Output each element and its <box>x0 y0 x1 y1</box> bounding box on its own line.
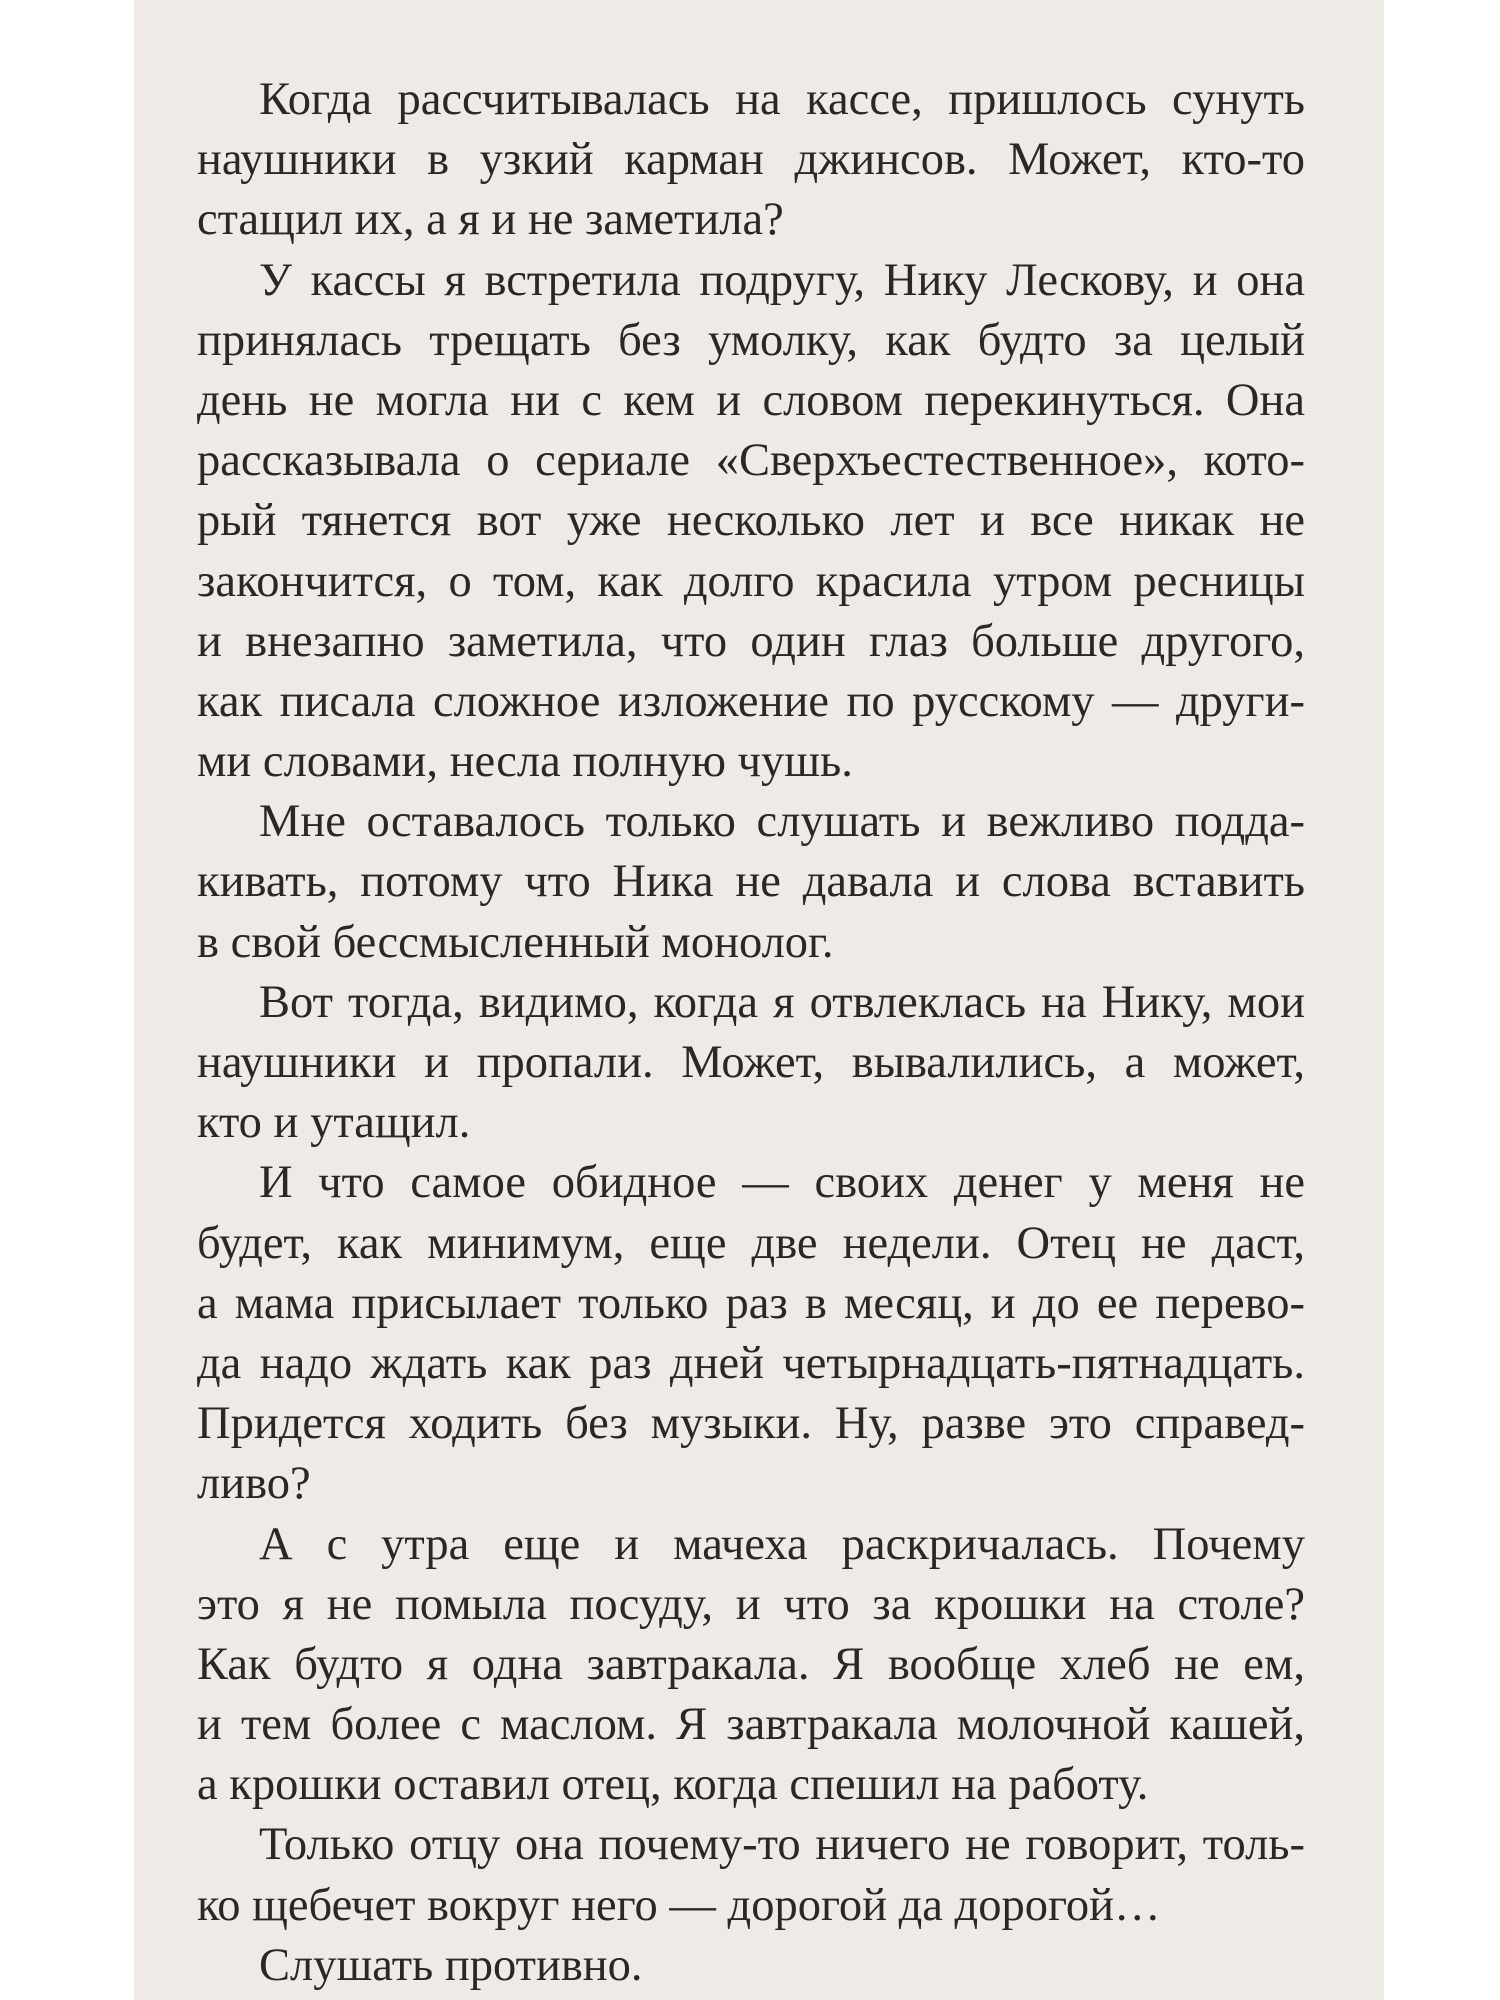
text-line: ми словами, несла полную чушь. <box>197 736 853 788</box>
text-line: это я не помыла посуду, и что за крошки на столе? <box>197 1578 1305 1630</box>
text-line: Вот тогда, видимо, когда я отвлеклась на Нику, мои <box>259 976 1305 1028</box>
text-line: стащил их, а я и не заметила? <box>197 194 784 246</box>
text-line: И что самое обидное — своих денег у меня не <box>259 1157 1305 1209</box>
body-text <box>197 70 1305 1996</box>
text-line: Когда рассчитывалась на кассе, пришлось сунуть <box>259 74 1305 125</box>
text-line: Только отцу она почему-то ничего не говорит, толь- <box>259 1819 1305 1871</box>
text-line: наушники в узкий карман джинсов. Может, кто-то <box>197 134 1305 186</box>
text-line: Придется ходить без музыки. Ну, разве это справед- <box>197 1398 1305 1450</box>
text-line: Мне оставалось только слушать и вежливо подда- <box>259 796 1305 848</box>
book-page <box>134 0 1384 2000</box>
text-line: будет, как минимум, еще две недели. Отец не даст, <box>197 1217 1305 1269</box>
text-line: кивать, потому что Ника не давала и слова вставить <box>197 856 1305 908</box>
text-line: ко щебечет вокруг него — дорогой да дорогой… <box>197 1879 1161 1931</box>
text-line: кто и утащил. <box>197 1097 471 1149</box>
text-line: и тем более с маслом. Я завтракала молочной кашей, <box>197 1699 1305 1751</box>
text-line: А с утра еще и мачеха раскричалась. Почему <box>259 1518 1305 1570</box>
text-line: да надо ждать как раз дней четырнадцать-пятнадцать. <box>197 1337 1305 1389</box>
text-line: как писала сложное изложение по русскому — други- <box>197 675 1305 727</box>
text-line: наушники и пропали. Может, вывалились, а может, <box>197 1037 1305 1088</box>
text-line: и внезапно заметила, что один глаз больше другого, <box>197 615 1305 667</box>
text-line: принялась трещать без умолку, как будто за целый <box>197 314 1305 366</box>
text-line: в свой бессмысленный монолог. <box>197 916 834 968</box>
text-line: а мама присылает только раз в месяц, и до ее перево- <box>197 1277 1305 1329</box>
text-line: Слушать противно. <box>259 1939 643 1991</box>
text-line: рассказывала о сериале «Сверхъестественное», кото- <box>197 435 1305 487</box>
text-line: Как будто я одна завтракала. Я вообще хлеб не ем, <box>197 1638 1305 1690</box>
text-line: рый тянется вот уже несколько лет и все никак не <box>197 495 1305 547</box>
text-line: а крошки оставил отец, когда спешил на работу. <box>197 1759 1149 1811</box>
text-line: день не могла ни с кем и словом перекинуться. Она <box>197 374 1305 426</box>
text-line: закончится, о том, как долго красила утром ресницы <box>197 555 1305 607</box>
text-line: ливо? <box>197 1458 311 1510</box>
text-line: У кассы я встретила подругу, Нику Лескову, и она <box>259 254 1305 306</box>
